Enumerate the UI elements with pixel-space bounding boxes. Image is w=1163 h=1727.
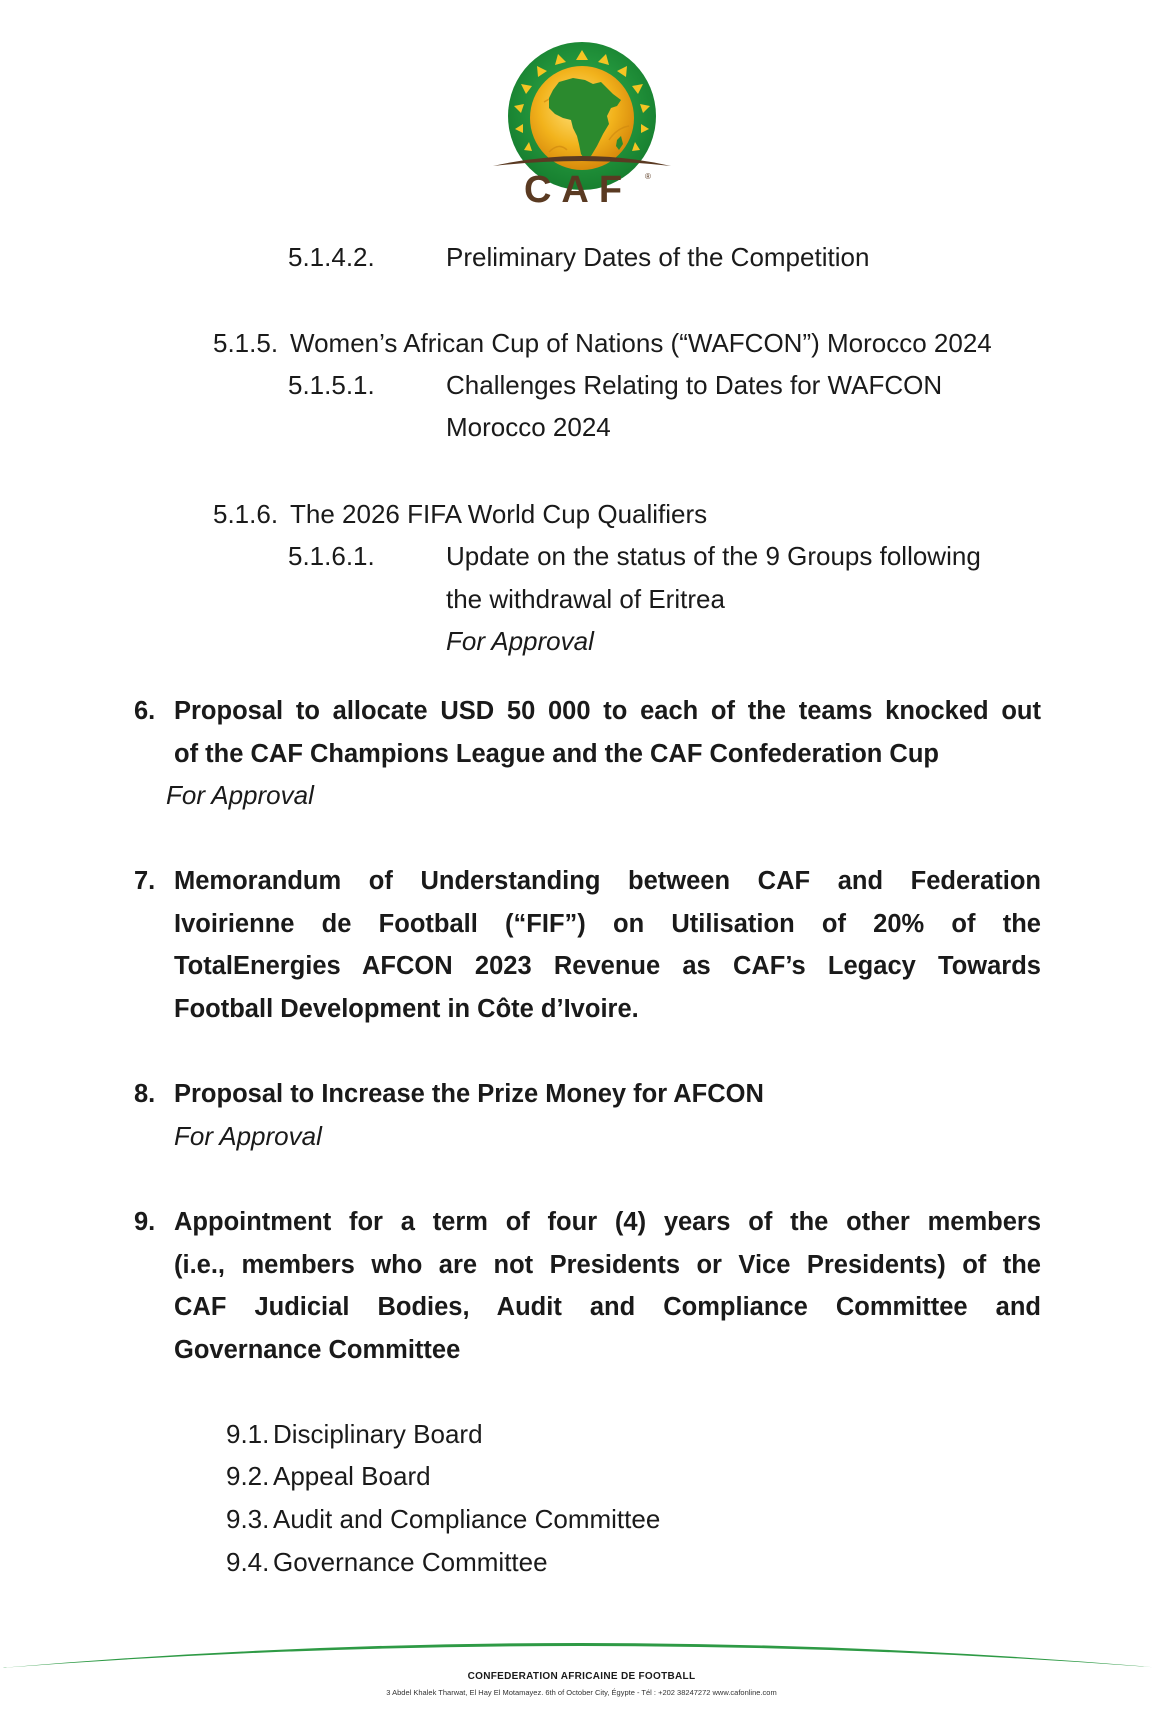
agenda-item-8 [174, 1073, 1041, 1116]
agenda-item-7 [174, 860, 1041, 1030]
item-text-line2: of the CAF Champions League and the CAF Confederation Cup [174, 739, 939, 768]
item-text: The 2026 FIFA World Cup Qualifiers [290, 499, 708, 529]
item-text: Preliminary Dates of the Competition [446, 242, 870, 272]
item-number: 5.1.5.1. [288, 370, 375, 400]
item-text-line4: Football Development in Côte d’Ivoire. [174, 994, 639, 1023]
sub-item-number: 9.4. [226, 1547, 270, 1577]
item-number: 7. [134, 867, 156, 895]
sub-item-text: Appeal Board [273, 1461, 431, 1491]
approval-note: For Approval [446, 626, 594, 656]
sub-item-number: 9.3. [226, 1504, 270, 1534]
item-text-line2: (i.e., members who are not Presidents or Vice Presidents) of the [174, 1250, 1041, 1279]
item-text-line2: the withdrawal of Eritrea [446, 584, 725, 614]
item-number: 5.1.4.2. [288, 242, 375, 272]
caf-wordmark: CAF [523, 169, 633, 211]
item-text-line4: Governance Committee [174, 1335, 461, 1364]
registered-mark: ® [645, 172, 651, 181]
item-text: Women’s African Cup of Nations (“WAFCON”) Morocco 2024 [290, 328, 992, 358]
item-text-line1: Memorandum of Understanding between CAF and Federation [174, 867, 1041, 895]
item-text-line3: CAF Judicial Bodies, Audit and Compliance Committee and [174, 1293, 1041, 1321]
item-number: 5.1.6. [213, 499, 279, 529]
item-number: 5.1.6.1. [288, 541, 375, 571]
approval-note: For Approval [166, 780, 314, 810]
item-number: 6. [134, 697, 156, 725]
item-text-line1: Challenges Relating to Dates for WAFCON [446, 370, 943, 400]
item-text-line1: Appointment for a term of four (4) years of the other members [174, 1208, 1041, 1236]
caf-emblem-icon [489, 42, 675, 214]
approval-note: For Approval [174, 1121, 322, 1151]
item-text-line2: Morocco 2024 [446, 412, 611, 442]
item-text-line1: Proposal to allocate USD 50 000 to each of the teams knocked out [174, 697, 1041, 725]
item-text: Proposal to Increase the Prize Money for AFCON [174, 1080, 764, 1108]
agenda-item-9 [174, 1201, 1041, 1371]
item-number: 5.1.5. [213, 328, 279, 358]
item-text-line1: Update on the status of the 9 Groups following [446, 541, 981, 571]
footer-divider [0, 1610, 1163, 1670]
sub-item-text: Audit and Compliance Committee [273, 1504, 661, 1534]
item-number: 9. [134, 1208, 156, 1236]
footer-organization: CONFEDERATION AFRICAINE DE FOOTBALL [467, 1671, 696, 1682]
item-text-line2: Ivoirienne de Football (“FIF”) on Utilisation of 20% of the [174, 909, 1041, 938]
sub-item-number: 9.2. [226, 1461, 270, 1491]
item-text-line3: TotalEnergies AFCON 2023 Revenue as CAF’s Legacy Towards [174, 952, 1041, 980]
sub-item-text: Governance Committee [273, 1547, 548, 1577]
agenda-item-6 [174, 690, 1041, 775]
caf-logo [489, 42, 675, 214]
sub-item-text: Disciplinary Board [273, 1419, 483, 1449]
footer-address: 3 Abdel Khalek Tharwat, El Hay El Motamayez. 6th of October City, Égypte - Tél : +202 38247272 www.cafonline.com [386, 1688, 777, 1697]
sub-item-number: 9.1. [226, 1419, 270, 1449]
item-number: 8. [134, 1080, 156, 1108]
